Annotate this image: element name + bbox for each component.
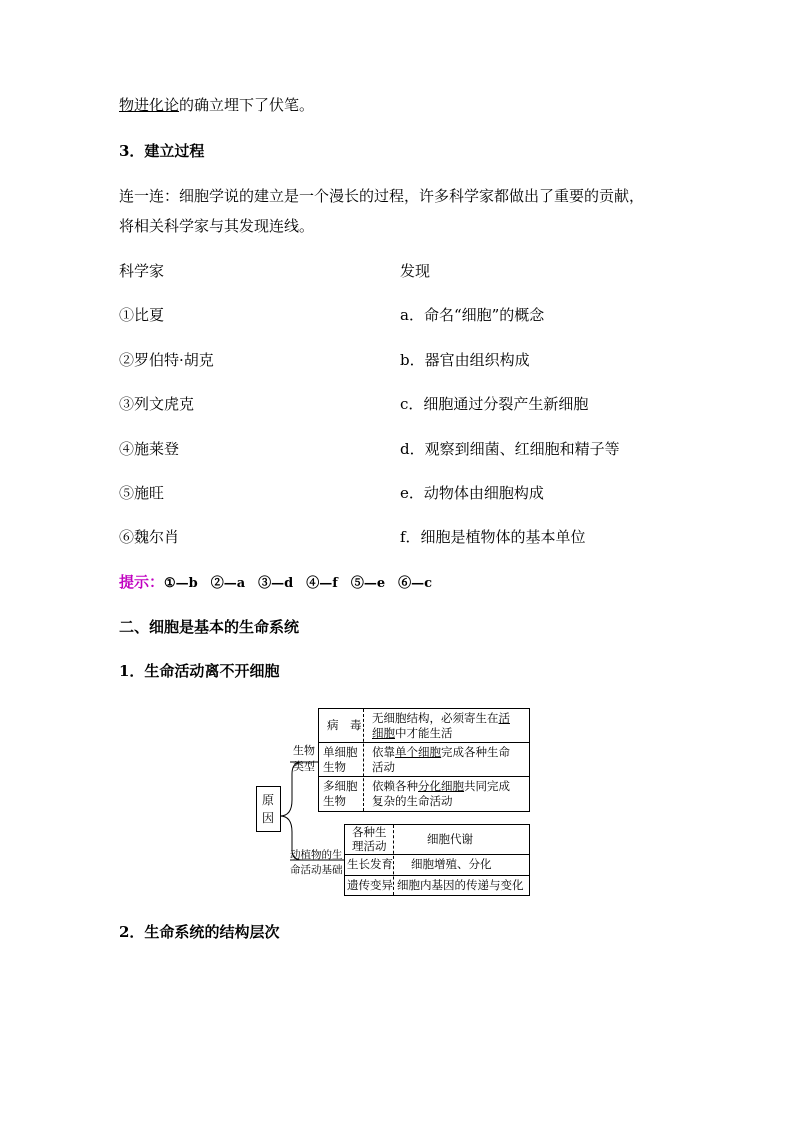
sub2-heading: 2．生命系统的结构层次 [119,923,280,941]
type-desc-line2: 复杂的生命活动 [372,794,453,808]
base-name: 理活动 [352,839,387,853]
type-desc-line2: 活动 [372,760,395,774]
hint-label: 提示： [119,573,165,591]
discovery-item: a．命名“细胞”的概念 [400,306,545,324]
hint-line [119,572,432,594]
discovery-item: d．观察到细菌、红细胞和精子等 [400,440,620,458]
base-desc: 细胞增殖、分化 [411,857,492,871]
diagram-root-char: 因 [262,811,275,825]
discovery-item: f．细胞是植物体的基本单位 [400,528,586,546]
intro-rest: 的确立埋下了伏笔。 [179,96,315,114]
scientist-header: 科学家 [119,262,165,280]
bases-row-divider [345,875,529,876]
base-desc: 细胞代谢 [427,832,473,846]
diagram-branch2-line1: 动植物的生 [290,849,343,861]
scientist-item: ③列文虎克 [119,395,195,413]
type-name: 多细胞 [323,779,358,793]
types-row-divider [319,776,529,777]
base-name: 遗传变异 [347,878,393,892]
discovery-item: e．动物体由细胞构成 [400,484,544,502]
bases-divider [393,825,394,895]
connect-line-1: 连一连：细胞学说的建立是一个漫长的过程，许多科学家都做出了重要的贡献， [119,187,645,205]
base-name: 生长发育 [347,857,393,871]
scientist-item: ⑤施旺 [119,484,165,502]
type-desc-line1: 依赖各种分化细胞共同完成 [372,779,510,793]
scientist-item: ④施莱登 [119,440,180,458]
type-name: 病 毒 [327,718,362,732]
type-desc-line1: 无细胞结构，必须寄生在活 [372,711,510,725]
type-name: 单细胞 [323,745,358,759]
type-desc-line1: 依靠单个细胞完成各种生命 [372,745,510,759]
type-name: 生物 [323,760,346,774]
diagram-branch1-line2: 类型 [293,760,315,773]
diagram-branch2-line2: 命活动基础 [290,864,343,876]
connect-line-2: 将相关科学家与其发现连线。 [119,217,315,235]
hint-answers: ①—b ②—a ③—d ④—f ⑤—e ⑥—c [164,576,433,591]
base-name: 各种生 [352,825,387,839]
discovery-header: 发现 [400,262,431,280]
type-name: 生物 [323,794,346,808]
diagram-branch1-line1: 生物 [293,744,315,757]
types-divider [363,709,364,811]
diagram-root-char: 原 [262,793,275,807]
intro-line [119,95,314,115]
discovery-item: c．细胞通过分裂产生新细胞 [400,395,589,413]
scientist-item: ②罗伯特·胡克 [119,351,214,369]
diagram-types-table [318,708,530,812]
diagram-bases-table [344,824,530,896]
base-desc: 细胞内基因的传递与变化 [397,878,524,892]
section-two-heading: 二、细胞是基本的生命系统 [119,618,300,636]
scientist-item: ⑥魏尔肖 [119,528,180,546]
sub1-heading: 1．生命活动离不开细胞 [119,662,280,680]
diagram-root-box [256,786,281,832]
scientist-item: ①比夏 [119,306,165,324]
type-desc-line2: 细胞中才能生活 [372,726,453,740]
intro-underlined: 物进化论 [119,96,180,114]
discovery-item: b．器官由组织构成 [400,351,530,369]
bases-row-divider [345,854,529,855]
section3-heading: 3．建立过程 [119,142,205,160]
types-row-divider [319,742,529,743]
